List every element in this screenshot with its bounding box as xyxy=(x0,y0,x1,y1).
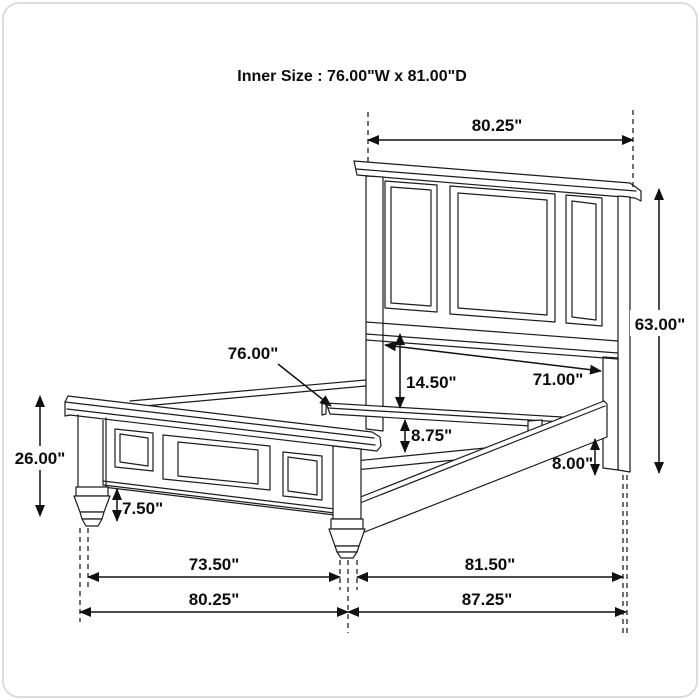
dim-label-rail-clearance: 8.00" xyxy=(552,454,594,473)
dim-label-panel-to-slat: 14.50" xyxy=(406,373,457,392)
footboard-right-leg xyxy=(329,446,365,558)
headboard-right-leg xyxy=(618,196,630,472)
dim-label-footboard-height: 26.00" xyxy=(14,449,66,468)
dim-label-headboard-height: 63.00" xyxy=(634,315,686,334)
dim-label-overall-width: 80.25" xyxy=(188,590,240,609)
dim-label-inner-width: 76.00" xyxy=(227,344,279,363)
dim-label-slat-to-rail: 8.75" xyxy=(411,426,453,445)
dim-label-footboard-clearance: 7.50" xyxy=(122,499,164,518)
diagram-title: Inner Size : 76.00"W x 81.00"D xyxy=(237,68,467,85)
headboard-left-leg xyxy=(366,176,383,431)
dim-label-headboard-width: 80.25" xyxy=(471,116,523,135)
dim-label-footboard-leg-span: 73.50" xyxy=(188,555,240,574)
dim-label-overall-depth: 87.25" xyxy=(461,590,513,609)
dim-label-side-leg-span: 81.50" xyxy=(464,555,516,574)
dim-label-inner-depth: 71.00" xyxy=(532,370,584,389)
image-border xyxy=(3,3,697,697)
